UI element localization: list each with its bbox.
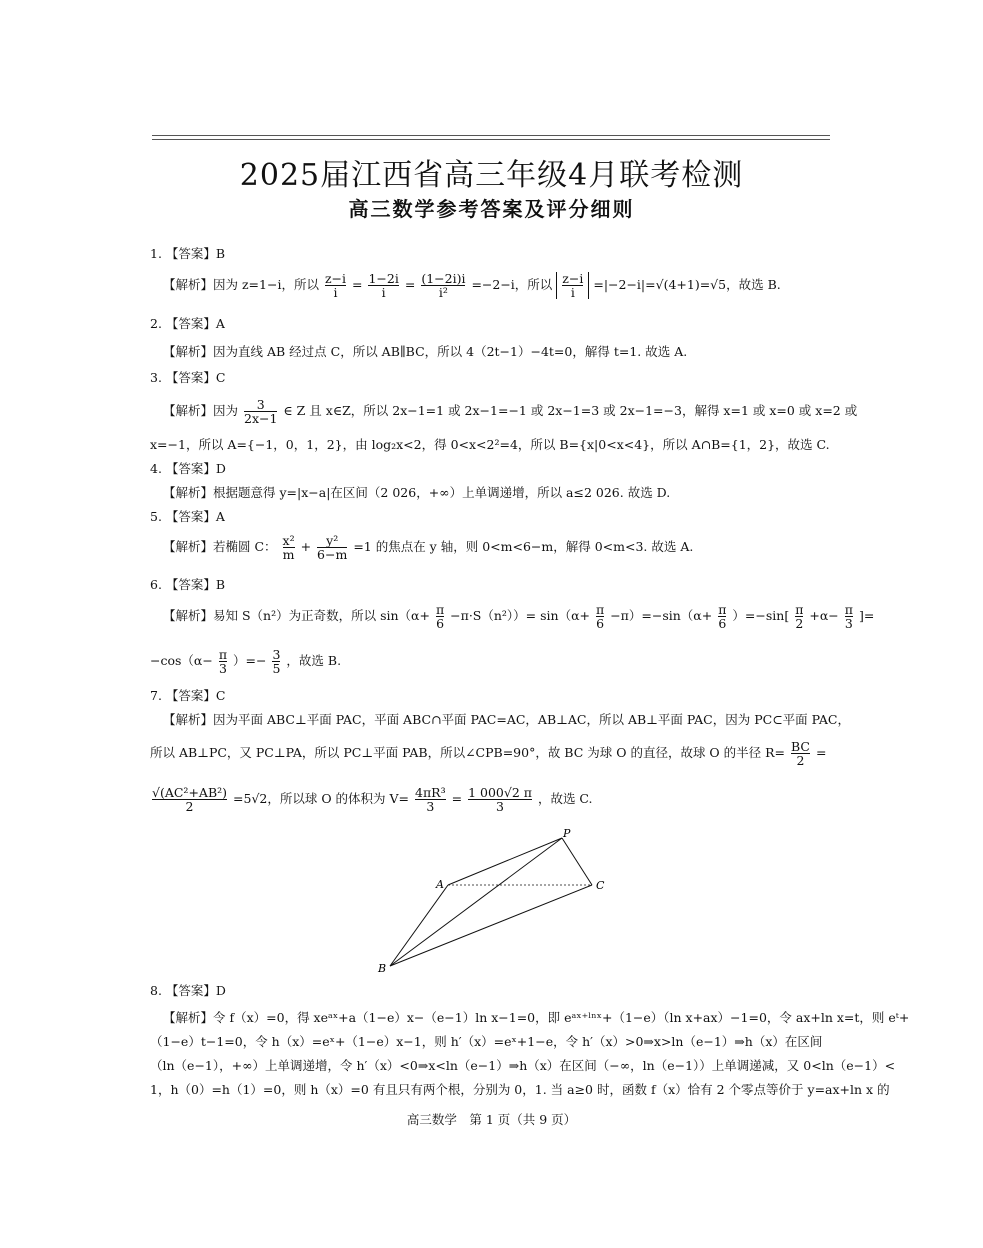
numerator: x²: [282, 533, 295, 548]
q1-answer: 1. 【答案】B: [150, 246, 226, 261]
denominator: 5: [272, 661, 281, 676]
text-seg: ，故选 B.: [286, 653, 342, 668]
denominator: 6−m: [317, 547, 348, 562]
numerator: √(AC²+AB²): [152, 785, 228, 800]
fraction: [795, 603, 803, 630]
denominator: 2: [152, 799, 227, 813]
text-seg: =−2−i，所以: [471, 277, 553, 292]
q4-solution: 【解析】根据题意得 y=|x−a|在区间（2 026，+∞）上单调递增，所以 a≤2 026. 故选 D.: [163, 485, 671, 500]
q5-answer: 5. 【答案】A: [150, 509, 225, 524]
denominator: 3: [468, 799, 532, 813]
q6-solution-line1: [163, 603, 874, 630]
text-seg: 【解析】因为: [163, 403, 239, 418]
edge-PC: [562, 838, 592, 885]
denominator: 6: [718, 616, 727, 631]
fraction: [325, 272, 346, 299]
q4-answer: 4. 【答案】D: [150, 461, 226, 476]
fraction: [421, 272, 465, 299]
numerator: z−i: [324, 271, 347, 286]
q6-solution-line2: [150, 648, 341, 675]
fraction: [468, 786, 532, 813]
denominator: i: [325, 285, 346, 299]
q7-answer: 7. 【答案】C: [150, 688, 226, 703]
denominator: i²: [421, 285, 465, 299]
text-seg: 【解析】易知 S（n²）为正奇数，所以 sin（α+: [163, 608, 430, 623]
denominator: 3: [415, 799, 446, 813]
q3-answer: 3. 【答案】C: [150, 370, 226, 385]
numerator: π: [596, 602, 605, 617]
q5-solution: [163, 534, 693, 561]
label-A: A: [436, 878, 444, 891]
numerator: 1 000√2 π: [468, 785, 532, 800]
page-footer: 高三数学 第 1 页（共 9 页）: [406, 1112, 577, 1127]
text-seg: ）=−: [233, 653, 267, 668]
numerator: π: [435, 602, 445, 617]
numerator: 1−2i: [368, 271, 399, 286]
text-seg: −π）=−sin（α+: [610, 608, 713, 623]
q8-solution-line3: （ln（e−1），+∞）上单调递增，令 h′（x）<0⇒x<ln（e−1）⇒h（x）在区间（−∞，ln（e−1））上单调递减，又 0<ln（e−1）<: [150, 1058, 896, 1073]
fraction: [244, 398, 277, 425]
text-seg: ，故选 C.: [537, 791, 593, 806]
text-seg: =|−2−i|=√(4+1)=√5，故选 B.: [593, 277, 781, 292]
label-P: P: [563, 828, 571, 840]
q8-solution-line2: （1−e）t−1=0，令 h（x）=eˣ+（1−e）x−1，则 h′（x）=eˣ+1−e，令 h′（x）>0⇒x>ln（e−1）⇒h（x）在区间: [150, 1034, 823, 1049]
fraction: [791, 740, 810, 767]
fraction: [718, 603, 726, 630]
q8-answer: 8. 【答案】D: [150, 983, 226, 998]
numerator: π: [718, 602, 727, 617]
denominator: 2: [795, 616, 804, 631]
edge-PB: [390, 838, 562, 966]
top-rule-1: [152, 135, 830, 136]
fraction: [283, 534, 295, 561]
fraction: [596, 603, 604, 630]
q7-solution-line1: 【解析】因为平面 ABC⊥平面 PAC，平面 ABC∩平面 PAC=AC，AB⊥AC，所以 AB⊥平面 PAC，因为 PC⊂平面 PAC，: [163, 712, 850, 727]
text-seg: 【解析】若椭圆 C：: [163, 539, 277, 554]
numerator: 4πR³: [415, 785, 446, 800]
text-seg: =: [815, 745, 827, 760]
numerator: 3: [256, 397, 265, 412]
text-seg: 所以 AB⊥PC，又 PC⊥PA，所以 PC⊥平面 PAB，所以∠CPB=90°，故 BC 为球 O 的直径，故球 O 的半径 R=: [150, 745, 786, 760]
top-rule-2: [152, 139, 830, 140]
numerator: π: [218, 647, 228, 662]
text-seg: =1 的焦点在 y 轴，则 0<m<6−m，解得 0<m<3. 故选 A.: [353, 539, 694, 554]
label-B: B: [378, 962, 387, 975]
fraction: [219, 648, 227, 675]
q6-answer: 6. 【答案】B: [150, 577, 226, 592]
text-seg: −cos（α−: [150, 653, 213, 668]
fraction: [845, 603, 853, 630]
page-subtitle: 高三数学参考答案及评分细则: [348, 197, 635, 221]
fraction: [317, 534, 347, 561]
q3-solution-line1: [163, 398, 857, 425]
text-seg: 【解析】因为 z=1−i，所以: [163, 277, 319, 292]
text-seg: ）=−sin[: [732, 608, 790, 623]
q2-solution: 【解析】因为直线 AB 经过点 C，所以 AB∥BC，所以 4（2t−1）−4t=0，解得 t=1. 故选 A.: [163, 344, 688, 359]
q8-solution-line1: 【解析】令 f（x）=0，得 xeᵃˣ+a（1−e）x−（e−1）ln x−1=0，即 eᵃˣ⁺ˡⁿˣ+（1−e）（ln x+ax）−1=0，令 ax+ln x=t，则 eᵗ+: [163, 1010, 910, 1025]
denominator: 6: [436, 616, 445, 631]
label-C: C: [596, 879, 605, 892]
text-seg: ∈ Z 且 x∈Z，所以 2x−1=1 或 2x−1=−1 或 2x−1=3 或 2x−1=−3，解得 x=1 或 x=0 或 x=2 或: [283, 403, 858, 418]
denominator: 2: [791, 753, 810, 767]
abs-value: [556, 272, 589, 299]
text-seg: =: [352, 277, 363, 292]
page-title: 2025届江西省高三年级4月联考检测: [239, 158, 744, 193]
text-seg: +: [300, 539, 312, 554]
denominator: i: [368, 285, 398, 299]
numerator: 3: [272, 647, 281, 662]
denominator: m: [282, 547, 295, 562]
denominator: 3: [218, 661, 227, 676]
text-seg: −π·S（n²））= sin（α+: [450, 608, 591, 623]
denominator: 6: [596, 616, 605, 631]
denominator: 3: [844, 616, 853, 631]
text-seg: =5√2，所以球 O 的体积为 V=: [233, 791, 410, 806]
text-seg: =: [451, 791, 463, 806]
denominator: 2x−1: [244, 411, 278, 426]
numerator: z−i: [562, 271, 584, 286]
text-seg: +α−: [809, 608, 839, 623]
edge-PA: [448, 838, 562, 885]
geometry-figure: [370, 828, 610, 978]
numerator: y²: [326, 533, 339, 548]
q8-solution-line4: 1，h（0）=h（1）=0，则 h（x）=0 有且只有两个根，分别为 0，1. 当 a≥0 时，函数 f（x）恰有 2 个零点等价于 y=ax+ln x 的: [150, 1082, 890, 1097]
q1-solution: [163, 272, 781, 299]
fraction: [436, 603, 444, 630]
q7-solution-line2: [150, 740, 826, 767]
text-seg: =: [404, 277, 416, 292]
fraction: [152, 786, 227, 813]
fraction: [272, 648, 280, 675]
fraction: [368, 272, 398, 299]
numerator: π: [795, 602, 804, 617]
edge-BC: [390, 885, 592, 966]
fraction: [415, 786, 446, 813]
numerator: (1−2i)i: [421, 271, 466, 286]
denominator: i: [562, 285, 583, 299]
numerator: BC: [791, 739, 810, 754]
q7-solution-line3: [150, 786, 593, 813]
q3-solution-line2: x=−1，所以 A={−1，0，1，2}，由 log₂x<2，得 0<x<2²=4，所以 B={x|0<x<4}，所以 A∩B={1，2}，故选 C.: [150, 437, 830, 452]
text-seg: ]=: [858, 608, 875, 623]
q2-answer: 2. 【答案】A: [150, 316, 225, 331]
numerator: π: [844, 602, 853, 617]
